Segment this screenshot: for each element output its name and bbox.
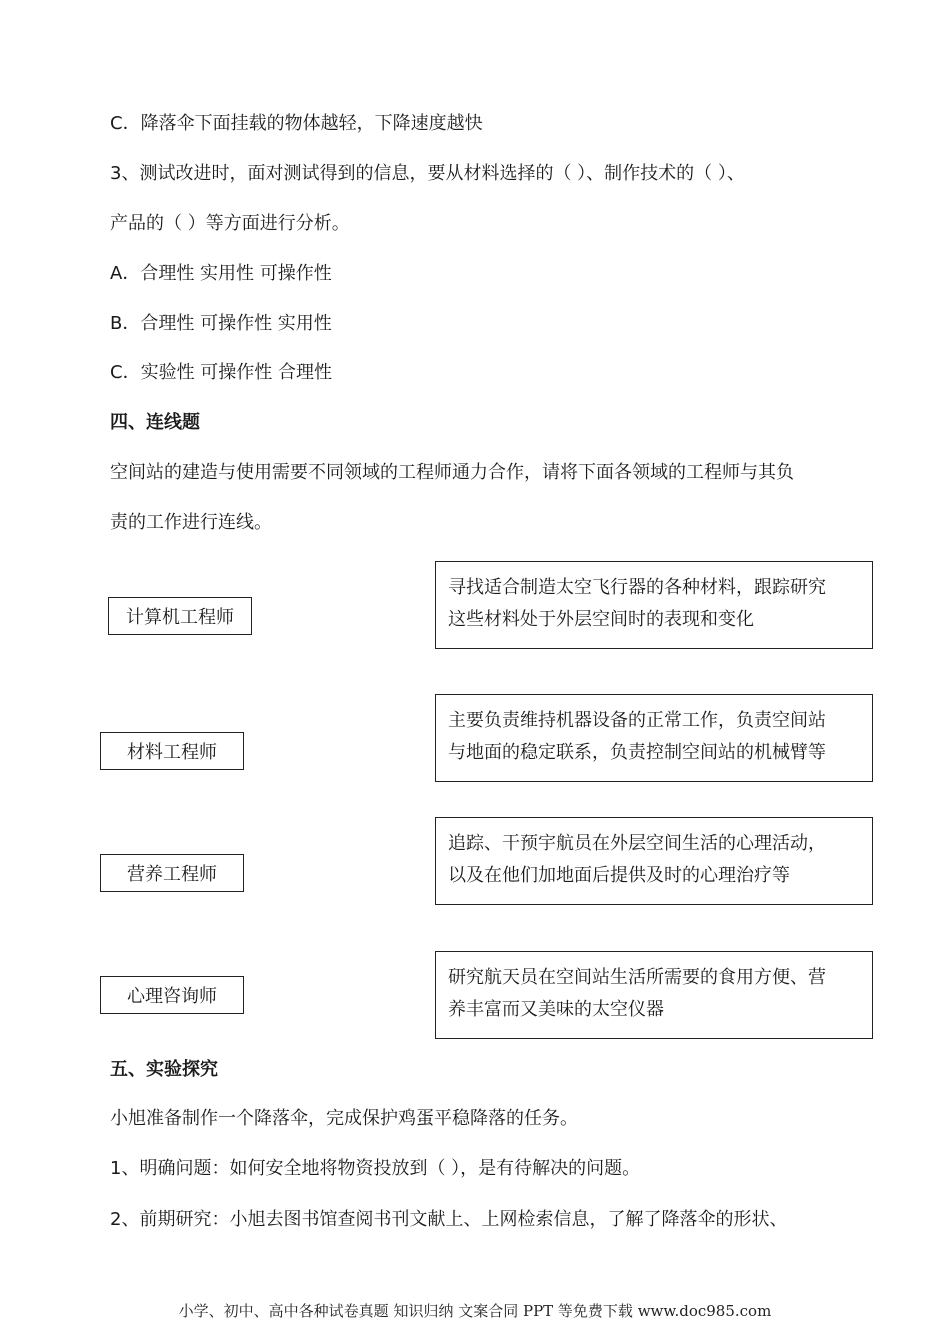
section5-q2: 2、前期研究：小旭去图书馆查阅书刊文献上、上网检索信息，了解了降落伞的形状、 [110, 1209, 788, 1230]
duty-line: 寻找适合制造太空飞行器的各种材料，跟踪研究 [448, 577, 826, 598]
q3-stem-line1: 3、测试改进时，面对测试得到的信息，要从材料选择的（ ）、制作技术的（ ）、 [110, 163, 745, 184]
section5-title: 五、实验探究 [110, 1059, 218, 1080]
engineer-box-computer[interactable]: 计算机工程师 [108, 597, 252, 635]
section4-title: 四、连线题 [110, 412, 200, 433]
duty-line: 研究航天员在空间站生活所需要的食用方便、营 [448, 967, 826, 988]
duty-line: 以及在他们加地面后提供及时的心理治疗等 [448, 865, 790, 886]
section4-intro-line1: 空间站的建造与使用需要不同领域的工程师通力合作，请将下面各领域的工程师与其负 [110, 462, 794, 483]
page-footer: 小学、初中、高中各种试卷真题 知识归纳 文案合同 PPT 等免费下载 www.doc985.com [178, 1302, 772, 1320]
duty-line: 养丰富而又美味的太空仪器 [448, 999, 664, 1020]
duty-box-materials-research[interactable] [435, 561, 873, 649]
duty-line: 主要负责维持机器设备的正常工作，负责空间站 [448, 710, 826, 731]
duty-box-psychology[interactable] [435, 817, 873, 905]
section5-q1: 1、明确问题：如何安全地将物资投放到（ ），是有待解决的问题。 [110, 1158, 641, 1179]
duty-line: 这些材料处于外层空间时的表现和变化 [448, 609, 754, 630]
duty-box-food[interactable] [435, 951, 873, 1039]
section4-intro-line2: 责的工作进行连线。 [110, 512, 272, 533]
q3-stem-line2: 产品的（ ）等方面进行分析。 [110, 213, 350, 234]
section5-intro: 小旭准备制作一个降落伞，完成保护鸡蛋平稳降落的任务。 [110, 1108, 578, 1129]
engineer-box-nutrition[interactable]: 营养工程师 [100, 854, 244, 892]
duty-line: 与地面的稳定联系，负责控制空间站的机械臂等 [448, 742, 826, 763]
q3-option-b: B．合理性 可操作性 实用性 [110, 313, 332, 334]
engineer-box-materials[interactable]: 材料工程师 [100, 732, 244, 770]
q3-option-c: C．实验性 可操作性 合理性 [110, 362, 333, 383]
engineer-box-psychology[interactable]: 心理咨询师 [100, 976, 244, 1014]
q2-option-c: C．降落伞下面挂载的物体越轻，下降速度越快 [110, 113, 483, 134]
duty-line: 追踪、干预宇航员在外层空间生活的心理活动， [448, 833, 826, 854]
q3-option-a: A．合理性 实用性 可操作性 [110, 263, 332, 284]
duty-box-equipment[interactable] [435, 694, 873, 782]
